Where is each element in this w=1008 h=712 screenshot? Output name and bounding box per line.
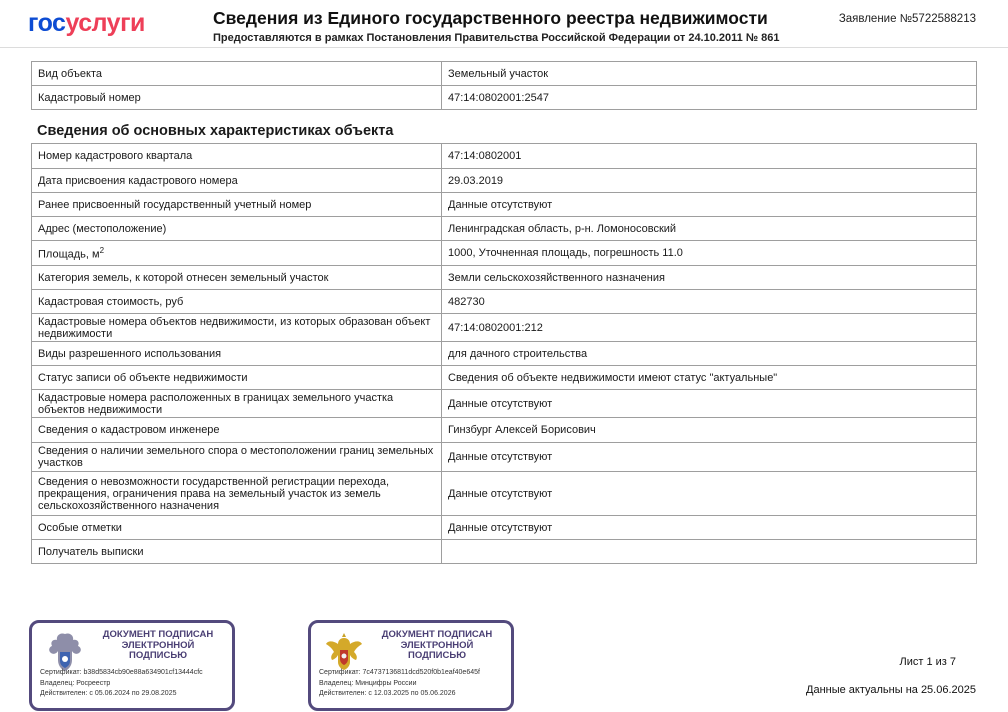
- row-value: Земельный участок: [442, 62, 977, 86]
- row-label: [32, 266, 442, 290]
- table-row: [32, 366, 977, 390]
- application-number: Заявление №5722588213: [838, 13, 976, 25]
- row-value: Сведения об объекте недвижимости имеют статус "актуальные": [442, 366, 977, 390]
- section-title: Сведения об основных характеристиках объекта: [37, 123, 394, 139]
- table-row: [32, 418, 977, 443]
- document-subtitle: Предоставляются в рамках Постановления Правительства Российской Федерации от 24.10.2011 № 861: [213, 32, 780, 44]
- row-label: [32, 472, 442, 516]
- data-actual-date: Данные актуальны на 25.06.2025: [806, 684, 976, 696]
- stamp-title-line: ПОДПИСЬЮ: [128, 650, 187, 661]
- stamp-title-line: ПОДПИСЬЮ: [407, 650, 466, 661]
- row-value: 29.03.2019: [442, 169, 977, 193]
- signature-stamp-rosreestr: [29, 620, 235, 711]
- row-value: Данные отсутствуют: [442, 472, 977, 516]
- row-label: [32, 314, 442, 342]
- stamp-title: [88, 630, 228, 662]
- row-value: 1000, Уточненная площадь, погрешность 11.0: [442, 241, 977, 266]
- row-value: Данные отсутствуют: [442, 390, 977, 418]
- table-row: [32, 390, 977, 418]
- stamp-title: [367, 630, 507, 662]
- row-label-text: Особые отметки: [38, 521, 122, 534]
- row-label: [32, 217, 442, 241]
- row-label: [32, 540, 442, 564]
- row-value: Земли сельскохозяйственного назначения: [442, 266, 977, 290]
- stamp-certificate: Сертификат: b38d5834cb90e88a634901cf13444cfc: [40, 669, 203, 676]
- row-label: [32, 342, 442, 366]
- row-value: [442, 540, 977, 564]
- row-label-text: Адрес (местоположение): [38, 222, 167, 235]
- row-label: Вид объекта: [32, 62, 442, 86]
- stamp-validity: Действителен: с 05.06.2024 по 29.08.2025: [40, 690, 177, 697]
- row-value: 47:14:0802001:212: [442, 314, 977, 342]
- table-row: [32, 314, 977, 342]
- table-row: [32, 540, 977, 564]
- row-label: [32, 169, 442, 193]
- sheet-counter: Лист 1 из 7: [899, 656, 956, 668]
- row-label-superscript: 2: [99, 246, 105, 256]
- row-label-text: Виды разрешенного использования: [38, 347, 222, 360]
- logo-part-gos: гос: [28, 9, 66, 37]
- logo-part-uslugi: услуги: [65, 9, 145, 37]
- table-row: [32, 241, 977, 266]
- row-value: Данные отсутствуют: [442, 193, 977, 217]
- row-label: Кадастровый номер: [32, 86, 442, 110]
- row-value: Данные отсутствуют: [442, 516, 977, 540]
- row-label: [32, 366, 442, 390]
- row-value: для дачного строительства: [442, 342, 977, 366]
- table-row: [32, 342, 977, 366]
- row-label-text: Категория земель, к которой отнесен земельный участок: [38, 271, 329, 284]
- stamp-title-line: ДОКУМЕНТ ПОДПИСАН: [381, 629, 493, 640]
- row-label: [32, 144, 442, 169]
- stamp-title-line: ЭЛЕКТРОННОЙ: [400, 639, 474, 651]
- row-label: [32, 418, 442, 443]
- row-label-text: Получатель выписки: [38, 545, 144, 558]
- row-label-text: Сведения о невозможности государственной регистрации перехода, прекращения, ограничения права на земельный участок из земель сельскохозяйственного назначения: [38, 475, 390, 512]
- signature-stamp-mintsifry: [308, 620, 514, 711]
- row-label-text: Кадастровая стоимость, руб: [38, 295, 184, 308]
- table-row: [32, 290, 977, 314]
- stamp-owner: Владелец: Росреестр: [40, 679, 111, 687]
- stamp-details: [319, 668, 507, 700]
- row-label-text: Кадастровые номера расположенных в границах земельного участка объектов недвижимости: [38, 391, 394, 416]
- row-value: 47:14:0802001:2547: [442, 86, 977, 110]
- row-label: [32, 241, 442, 266]
- object-table: [31, 61, 977, 110]
- row-label-text: Площадь, м: [38, 248, 100, 261]
- stamp-certificate: Сертификат: 7c4737136811dcd520f0b1eaf40e645f: [319, 669, 480, 676]
- table-row: [32, 144, 977, 169]
- row-value: 47:14:0802001: [442, 144, 977, 169]
- stamp-title-line: ЭЛЕКТРОННОЙ: [121, 639, 195, 651]
- row-label-text: Сведения о кадастровом инженере: [38, 424, 220, 436]
- stamp-validity: Действителен: с 12.03.2025 по 05.06.2026: [319, 690, 456, 697]
- header-divider: [0, 47, 1008, 48]
- row-label-text: Кадастровые номера объектов недвижимости, из которых образован объект недвижимости: [38, 315, 431, 340]
- row-value: 482730: [442, 290, 977, 314]
- row-label-text: Номер кадастрового квартала: [38, 150, 193, 162]
- row-label: [32, 443, 442, 472]
- row-label-text: Дата присвоения кадастрового номера: [38, 174, 238, 187]
- row-value: Ленинградская область, р-н. Ломоносовский: [442, 217, 977, 241]
- table-row: [32, 266, 977, 290]
- row-value: Данные отсутствуют: [442, 443, 977, 472]
- row-value: Гинзбург Алексей Борисович: [442, 418, 977, 443]
- row-label: [32, 290, 442, 314]
- row-label: [32, 193, 442, 217]
- row-label-text: Статус записи об объекте недвижимости: [38, 371, 248, 384]
- table-row: [32, 443, 977, 472]
- row-label-text: Сведения о наличии земельного спора о местоположении границ земельных участков: [38, 445, 434, 469]
- row-label-text: Ранее присвоенный государственный учетный номер: [38, 198, 312, 211]
- characteristics-table: [31, 143, 977, 564]
- table-row: [32, 193, 977, 217]
- stamp-owner: Владелец: Минцифры России: [319, 679, 417, 687]
- stamp-details: [40, 668, 228, 700]
- gosuslugi-logo: [28, 9, 145, 38]
- row-label: [32, 390, 442, 418]
- table-row: [32, 516, 977, 540]
- row-label: [32, 516, 442, 540]
- table-row: [32, 217, 977, 241]
- table-row: [32, 169, 977, 193]
- table-row: [32, 86, 977, 110]
- table-row: [32, 62, 977, 86]
- document-title: Сведения из Единого государственного реестра недвижимости: [213, 8, 768, 28]
- stamp-title-line: ДОКУМЕНТ ПОДПИСАН: [102, 629, 214, 640]
- table-row: [32, 472, 977, 516]
